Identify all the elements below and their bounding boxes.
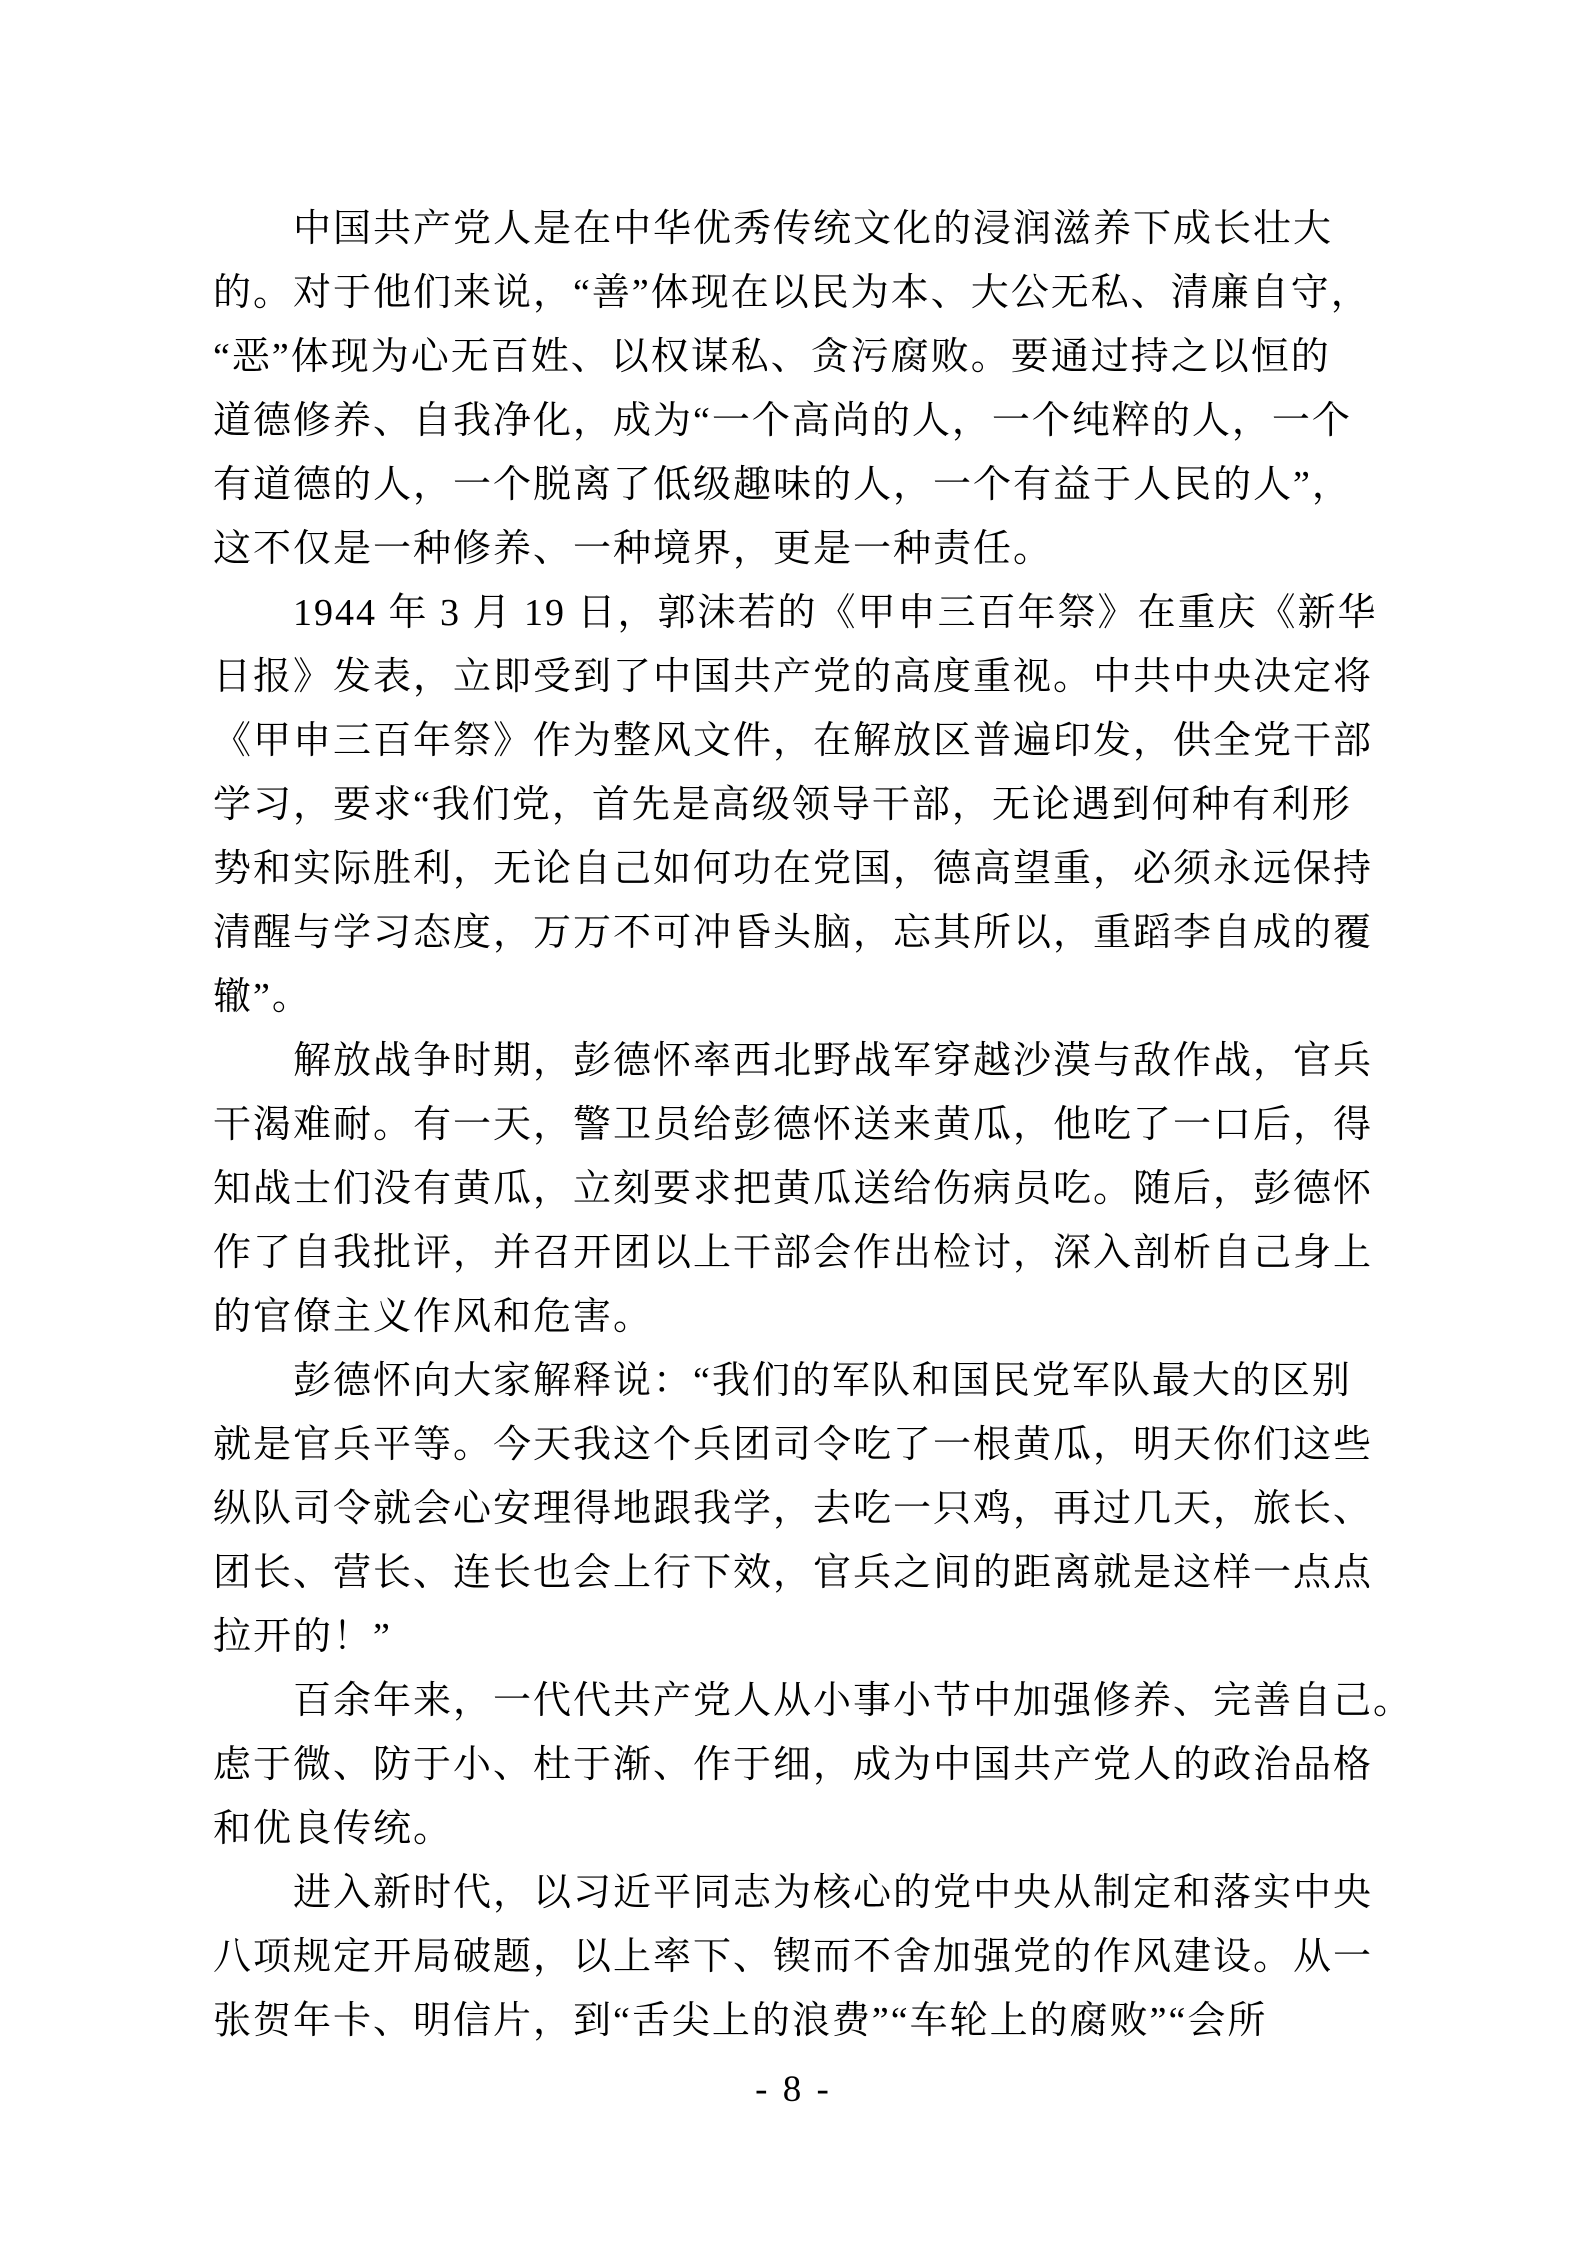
text-line: 和优良传统。: [213, 1808, 454, 1850]
text-line: 辙”。: [213, 976, 312, 1018]
text-line: 势和实际胜利，无论自己如何功在党国，德高望重，必须永远保持: [213, 848, 1374, 890]
text-line: 就是官兵平等。今天我这个兵团司令吃了一根黄瓜，明天你们这些: [213, 1424, 1374, 1466]
text-line: 1944 年 3 月 19 日，郭沫若的《甲申三百年祭》在重庆《新华: [293, 592, 1378, 634]
text-line: 的官僚主义作风和危害。: [213, 1296, 654, 1338]
text-line: 清醒与学习态度，万万不可冲昏头脑，忘其所以，重蹈李自成的覆: [213, 912, 1374, 954]
text-line: 作了自我批评，并召开团以上干部会作出检讨，深入剖析自己身上: [213, 1232, 1374, 1274]
text-line: 知战士们没有黄瓜，立刻要求把黄瓜送给伤病员吃。随后，彭德怀: [213, 1168, 1374, 1210]
paragraph: [213, 197, 1393, 581]
text-line: 八项规定开局破题，以上率下、锲而不舍加强党的作风建设。从一: [213, 1936, 1374, 1978]
text-line: 纵队司令就会心安理得地跟我学，去吃一只鸡，再过几天，旅长、: [213, 1488, 1374, 1530]
text-line: 拉开的！”: [213, 1616, 392, 1658]
page-footer: [0, 2068, 1587, 2112]
page-number: - 8 -: [755, 2069, 832, 2110]
paragraph: [213, 1349, 1393, 1669]
text-line: 日报》发表，立即受到了中国共产党的高度重视。中共中央决定将: [213, 656, 1374, 698]
text-line: 干渴难耐。有一天，警卫员给彭德怀送来黄瓜，他吃了一口后，得: [213, 1104, 1374, 1146]
paragraph: [213, 1669, 1414, 1861]
text-line: 解放战争时期，彭德怀率西北野战军穿越沙漠与敌作战，官兵: [293, 1040, 1374, 1082]
paragraph: [213, 1029, 1393, 1349]
text-line: 张贺年卡、明信片，到“舌尖上的浪费”“车轮上的腐败”“会所: [213, 2000, 1268, 2042]
text-line: 中国共产党人是在中华优秀传统文化的浸润滋养下成长壮大: [293, 208, 1334, 250]
text-line: 虑于微、防于小、杜于渐、作于细，成为中国共产党人的政治品格: [213, 1744, 1374, 1786]
text-line: 彭德怀向大家解释说：“我们的军队和国民党军队最大的区别: [293, 1360, 1352, 1402]
text-line: “恶”体现为心无百姓、以权谋私、贪污腐败。要通过持之以恒的: [213, 336, 1331, 378]
text-line: 道德修养、自我净化，成为“一个高尚的人，一个纯粹的人，一个: [213, 400, 1352, 442]
text-body: [213, 197, 1414, 2053]
text-line: 有道德的人，一个脱离了低级趣味的人，一个有益于人民的人”，: [213, 464, 1352, 506]
text-line: 这不仅是一种修养、一种境界，更是一种责任。: [213, 528, 1054, 570]
text-line: 进入新时代，以习近平同志为核心的党中央从制定和落实中央: [293, 1872, 1374, 1914]
text-line: 的。对于他们来说，“善”体现在以民为本、大公无私、清廉自守，: [213, 272, 1371, 314]
text-line: 《甲申三百年祭》作为整风文件，在解放区普遍印发，供全党干部: [213, 720, 1374, 762]
text-line: 百余年来，一代代共产党人从小事小节中加强修养、完善自己。: [293, 1680, 1414, 1722]
paragraph: [213, 581, 1393, 1029]
paragraph: [213, 1861, 1393, 2053]
text-line: 学习，要求“我们党，首先是高级领导干部，无论遇到何种有利形: [213, 784, 1352, 826]
text-line: 团长、营长、连长也会上行下效，官兵之间的距离就是这样一点点: [213, 1552, 1374, 1594]
